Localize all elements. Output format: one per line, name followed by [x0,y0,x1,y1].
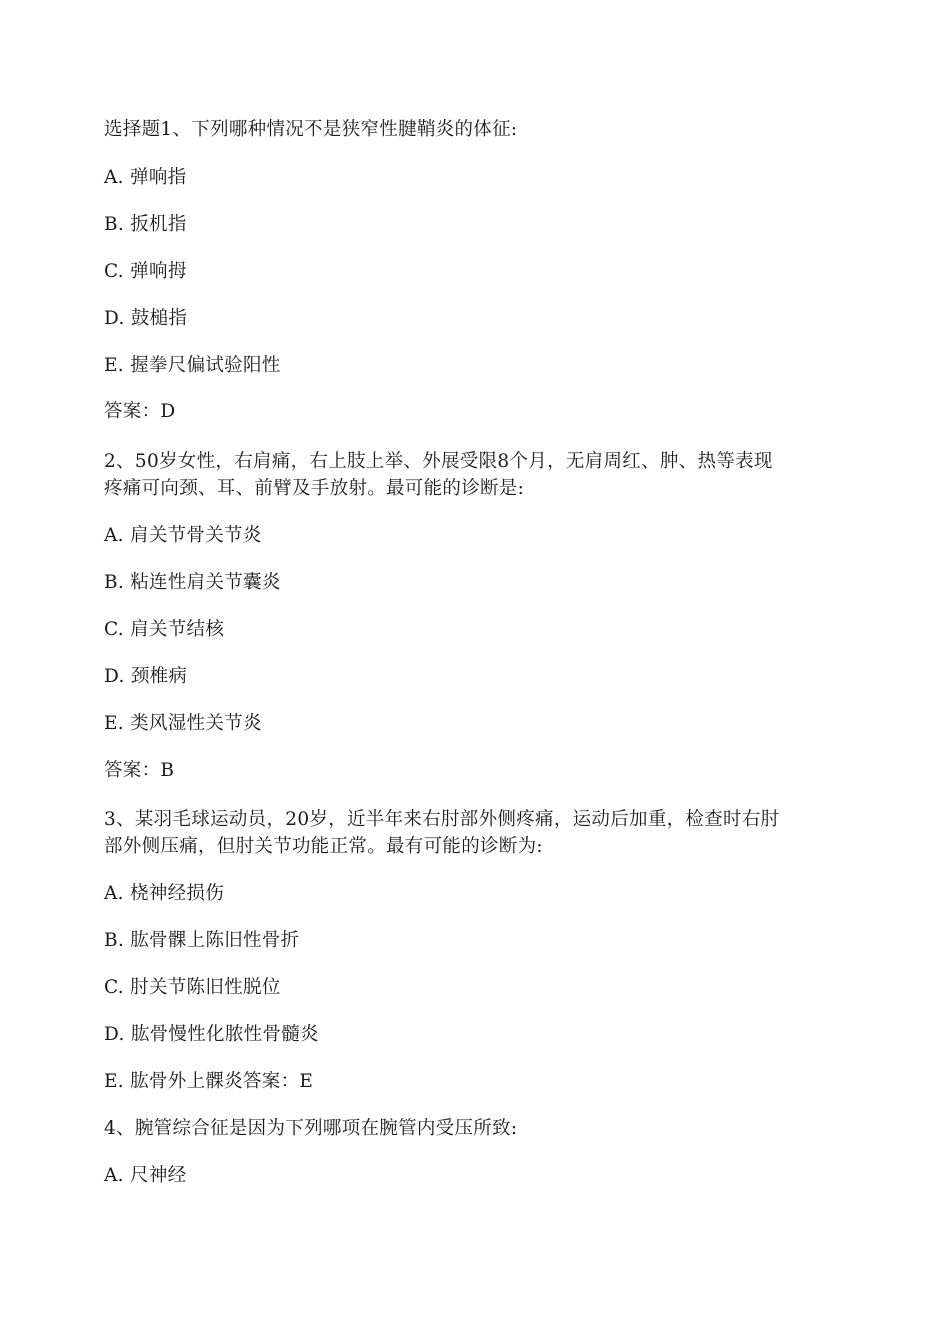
q3-option-e-answer: E. 肱骨外上髁炎答案：E [104,1071,314,1092]
q3-option-a: A. 桡神经损伤 [104,883,225,904]
q1-option-d: D. 鼓槌指 [104,308,188,329]
q1-stem: 选择题1、下列哪种情况不是狭窄性腱鞘炎的体征: [104,119,518,140]
q3-stem-line2: 部外侧压痛，但肘关节功能正常。最有可能的诊断为: [104,836,543,857]
q1-option-e: E. 握拳尺偏试验阳性 [104,355,281,376]
q2-answer: 答案：B [104,760,175,781]
q2-option-c: C. 肩关节结核 [104,619,225,640]
q3-option-b: B. 肱骨髁上陈旧性骨折 [104,930,300,951]
q2-option-a: A. 肩关节骨关节炎 [104,525,262,546]
q3-option-d: D. 肱骨慢性化脓性骨髓炎 [104,1024,319,1045]
q3-option-c: C. 肘关节陈旧性脱位 [104,977,281,998]
q1-option-b: B. 扳机指 [104,214,187,235]
q4-option-a: A. 尺神经 [104,1165,187,1186]
q2-option-b: B. 粘连性肩关节囊炎 [104,572,281,593]
q2-stem-line1: 2、50岁女性，右肩痛，右上肢上举、外展受限8个月，无肩周红、肿、热等表现 [104,451,773,472]
q3-stem-line1: 3、某羽毛球运动员，20岁，近半年来右肘部外侧疼痛，运动后加重，检查时右肘 [104,809,780,830]
q2-option-d: D. 颈椎病 [104,666,188,687]
q4-stem: 4、腕管综合征是因为下列哪项在腕管内受压所致: [104,1118,518,1139]
q2-option-e: E. 类风湿性关节炎 [104,713,262,734]
q1-answer: 答案：D [104,401,176,422]
q1-option-a: A. 弹响指 [104,167,187,188]
q2-stem-line2: 疼痛可向颈、耳、前臂及手放射。最可能的诊断是: [104,478,525,499]
q1-option-c: C. 弹响拇 [104,261,187,282]
